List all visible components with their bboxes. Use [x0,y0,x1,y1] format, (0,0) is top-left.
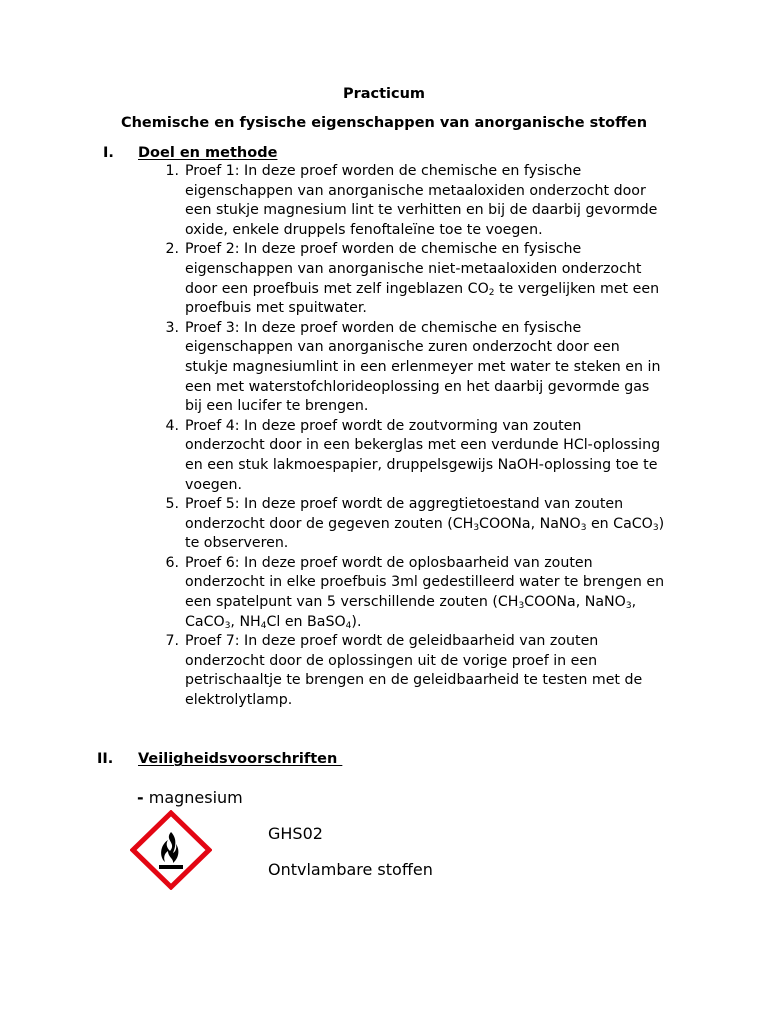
method-item-5 [0,495,665,554]
ghs-code: GHS02 [268,824,323,843]
method-item-text: Proef 5: In deze proef wordt de aggregtietoestand van zouten onderzocht door de gegeven zouten ($CH_3COONa$, NaNO$_3$ en CaCO$_3$) te observeren. [185,496,665,552]
method-item-7 [0,632,665,710]
document-title: Practicum [342,86,426,102]
document-subtitle: Chemische en fysische eigenschappen van anorganische stoffen [120,115,648,131]
method-item-text: Proef 7: In deze proef wordt de geleidbaarheid van zouten onderzocht door de oplossingen uit de vorige proef in een petrischaaltje te brengen en de geleidbaarheid te testen met de elektrolytlamp. [185,633,643,709]
method-item-text: Proef 3: In deze proef worden de chemische en fysische eigenschappen van anorganische zuren onderzocht door een stukje magnesiumlint in een erlenmeyer met water te steken en in een met waterstofchlorideoplossing en het daarbij gevormde gas bij een lucifer te brengen. [185,319,661,415]
method-item-number: 1. [165,163,179,179]
method-item-2 [0,240,665,318]
section1-heading: Doel en methode [138,145,278,161]
method-item-3 [0,319,665,417]
method-list [0,162,768,711]
method-item-1 [0,162,665,240]
method-item-number: 7. [165,633,179,650]
method-item-number: 5. [165,496,179,513]
method-item-number: 6. [165,554,179,571]
section2-number: II. [97,751,114,767]
method-item-number: 4. [165,417,179,434]
method-item-text: Proef 2: In deze proef worden de chemische en fysische eigenschappen van anorganische niet-metaaloxiden onderzocht door een proefbuis met zelf ingeblazen $CO_2$ te vergelijken met een proefbuis met spuitwater. [185,241,660,317]
method-item-number: 2. [165,241,179,258]
method-item-text: Proef 1: In deze proef worden de chemische en fysische eigenschappen van anorganische metaaloxiden onderzocht door een stukje magnesium lint te verhitten en bij de daarbij gevormde oxide, enkele druppels fenoftaleïne toe te voegen. [185,163,658,238]
substance-name: magnesium [143,788,243,807]
section1-number: I. [103,145,114,161]
flame-icon [130,810,212,890]
method-item-text: Proef 6: In deze proef wordt de oplosbaarheid van zouten onderzocht in elke proefbuis 3ml gedestilleerd water te brengen en een spatelpunt van 5 verschillende zouten ($CH_3COONa$, NaNO$_3$, CaCO$_3$, $NH_4Cl$ en BaSO$_4$). [185,554,665,631]
section2-heading: Veiligheidsvoorschriften [138,751,343,767]
method-item-number: 3. [165,319,179,336]
method-item-4 [0,417,665,495]
substance-line [137,788,243,808]
substance-dash: - [137,788,144,807]
method-item-6 [0,554,665,632]
ghs-description: Ontvlambare stoffen [268,860,433,879]
method-item-text: Proef 4: In deze proef wordt de zoutvorming van zouten onderzocht door in een bekerglas met een verdunde HCl-oplossing en een stuk lakmoespapier, druppelsgewijs NaOH-oplossing toe te voegen. [185,417,661,493]
